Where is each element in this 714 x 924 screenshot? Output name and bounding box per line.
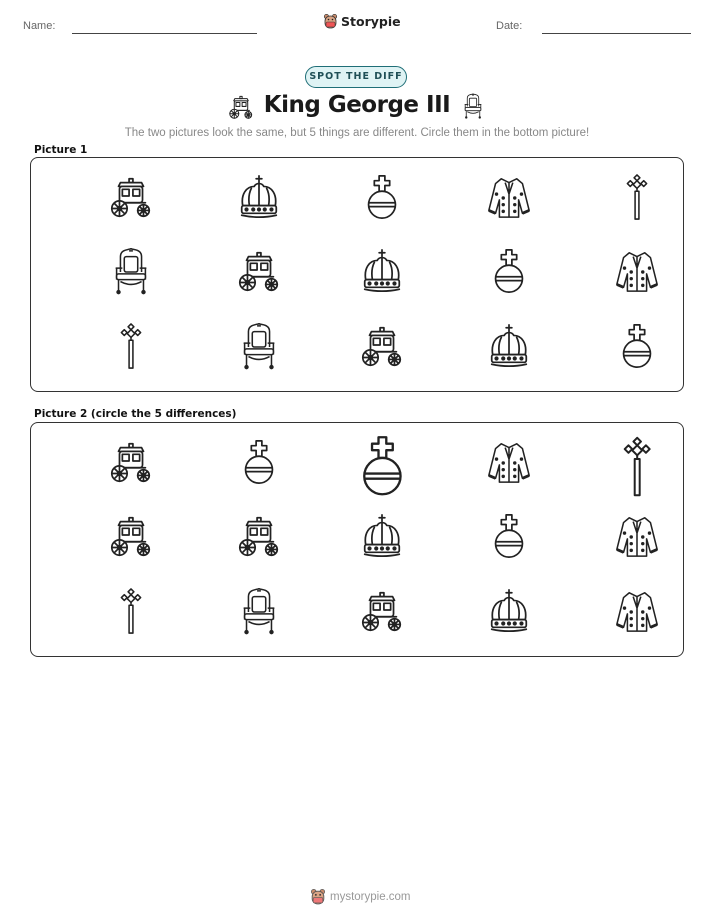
brand-logo (323, 13, 401, 29)
date-line[interactable] (542, 33, 691, 34)
orb-icon (358, 172, 406, 222)
scepter-icon (107, 321, 155, 371)
footer (310, 888, 411, 905)
picture-1-label: Picture 1 (34, 144, 88, 156)
brand-name: Storypie (341, 13, 401, 29)
throne-icon (235, 321, 283, 371)
carriage-icon (358, 321, 406, 371)
carriage-icon[interactable] (358, 586, 406, 636)
scepter-icon[interactable] (606, 434, 668, 499)
bear-mascot-icon (323, 13, 338, 29)
crown-icon (358, 246, 406, 296)
name-line[interactable] (72, 33, 257, 34)
crown-icon[interactable] (485, 586, 533, 636)
name-label: Name: (23, 20, 56, 32)
carriage-icon[interactable] (107, 511, 155, 561)
crown-icon (485, 321, 533, 371)
robe-icon (485, 172, 533, 222)
picture-2-panel[interactable] (30, 422, 684, 657)
carriage-icon (235, 246, 283, 296)
robe-icon[interactable] (613, 586, 661, 636)
throne-title-icon (460, 90, 486, 122)
crown-icon (235, 172, 283, 222)
orb-icon[interactable] (485, 511, 533, 561)
orb-icon (485, 246, 533, 296)
robe-icon (613, 246, 661, 296)
bear-mascot-icon (310, 888, 326, 905)
carriage-icon[interactable] (235, 511, 283, 561)
instructions-text: The two pictures look the same, but 5 things are different. Circle them in the bottom picture! (124, 127, 590, 139)
carriage-icon[interactable] (107, 437, 155, 487)
footer-url: mystorypie.com (330, 890, 411, 903)
orb-icon[interactable] (235, 437, 283, 487)
crown-icon[interactable] (358, 511, 406, 561)
spot-the-diff-badge: SPOT THE DIFF (305, 66, 407, 88)
robe-icon[interactable] (613, 511, 661, 561)
scepter-icon (613, 172, 661, 222)
page-title: King George III (263, 92, 451, 118)
orb-icon[interactable] (350, 432, 415, 500)
robe-icon[interactable] (485, 437, 533, 487)
picture-2-label: Picture 2 (circle the 5 differences) (34, 408, 237, 420)
date-label: Date: (496, 20, 523, 32)
throne-icon[interactable] (235, 586, 283, 636)
orb-icon (613, 321, 661, 371)
carriage-icon (107, 172, 155, 222)
scepter-icon[interactable] (107, 586, 155, 636)
throne-icon (107, 246, 155, 296)
picture-1-panel (30, 157, 684, 392)
